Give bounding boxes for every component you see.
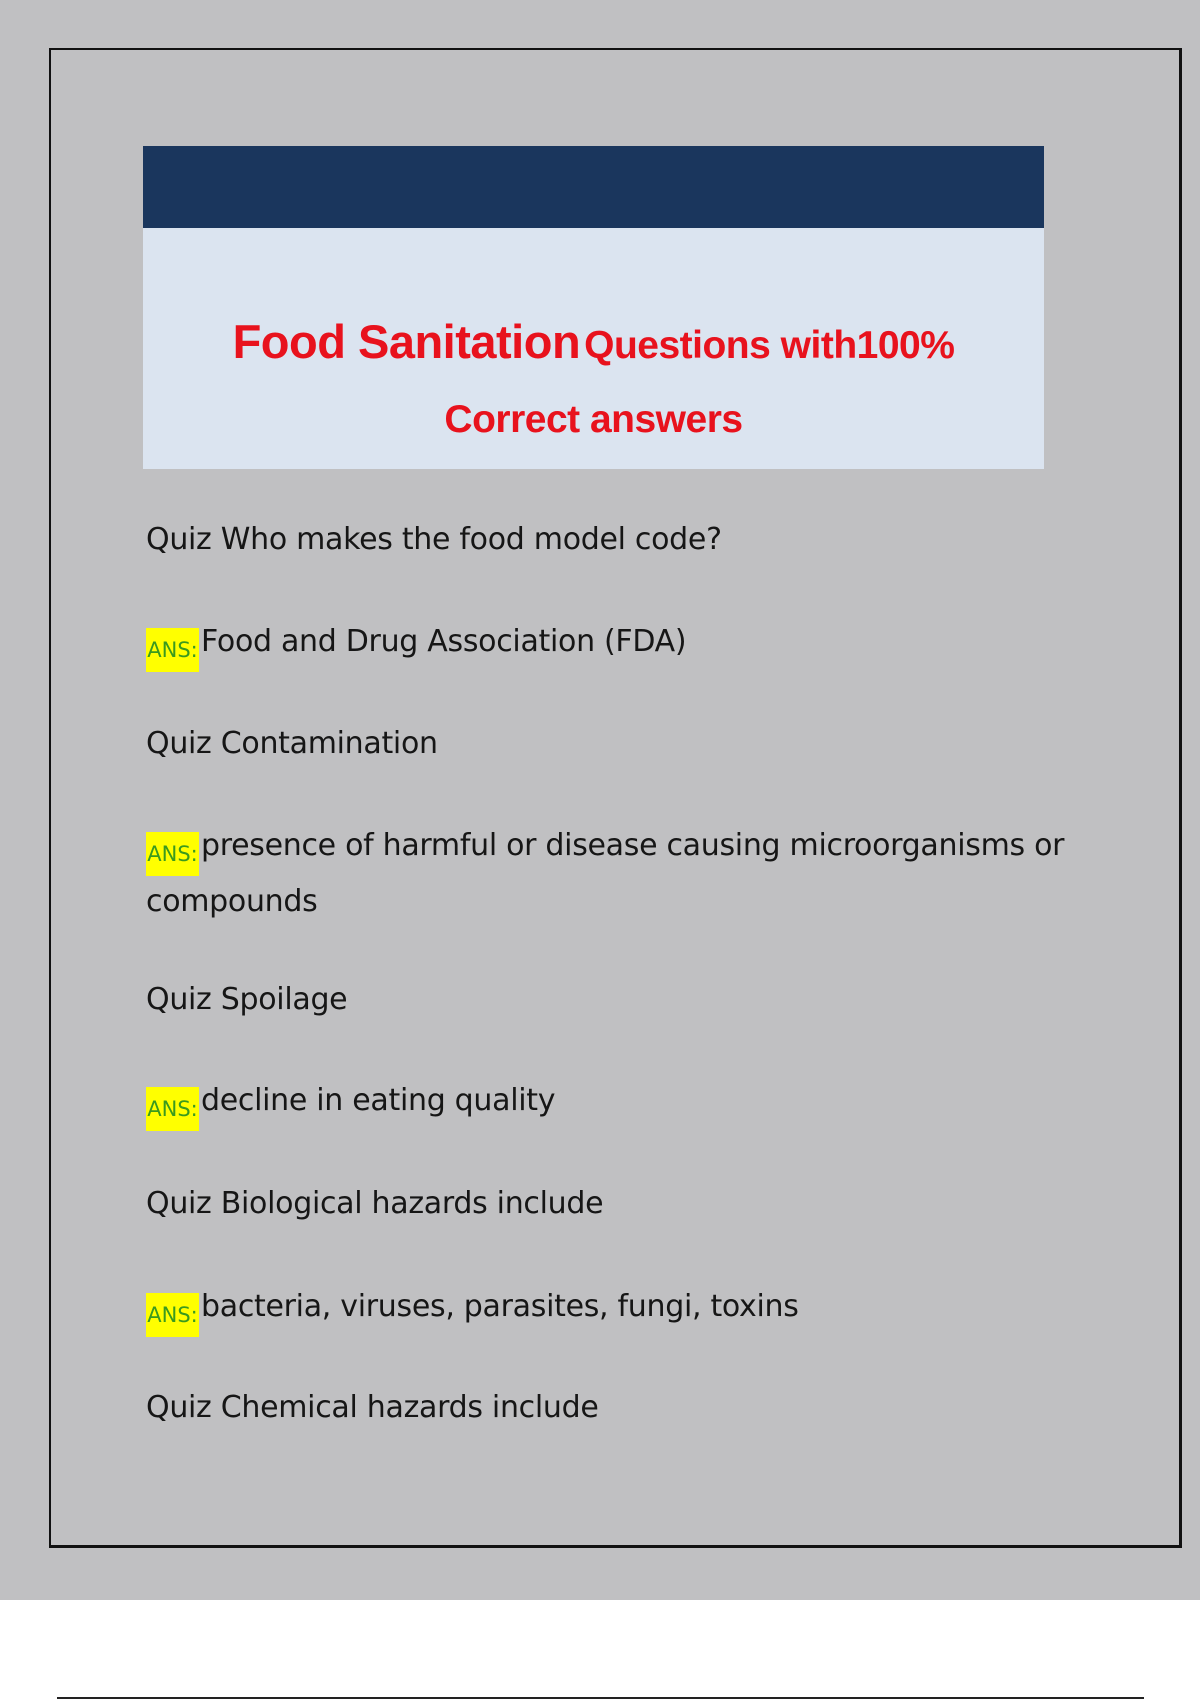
- question-4: [146, 1178, 1076, 1230]
- answer-3: [146, 1075, 1076, 1131]
- question-text: Quiz Who makes the food model code?: [146, 522, 722, 557]
- answer-text: decline in eating quality: [201, 1083, 556, 1118]
- ans-label: ANS:: [146, 628, 199, 672]
- answer-4: [146, 1281, 1076, 1337]
- answer-1: [146, 616, 1076, 672]
- answer-2: [146, 820, 1076, 928]
- question-text: Quiz Chemical hazards include: [146, 1390, 599, 1425]
- question-text: Quiz Spoilage: [146, 982, 348, 1017]
- ans-label: ANS:: [146, 1087, 199, 1131]
- title-header-bar: [143, 146, 1044, 228]
- question-text: Quiz Biological hazards include: [146, 1186, 604, 1221]
- answer-text: bacteria, viruses, parasites, fungi, toxins: [201, 1289, 799, 1324]
- question-1: [146, 514, 1076, 566]
- question-5: [146, 1382, 1076, 1434]
- question-3: [146, 974, 1076, 1026]
- title-box: [143, 228, 1044, 469]
- ans-label: ANS:: [146, 1293, 199, 1337]
- title-main: Food Sanitation: [232, 315, 581, 368]
- answer-text: presence of harmful or disease causing microorganisms or compounds: [146, 828, 1065, 919]
- document-title-line-2: Correct answers: [444, 398, 743, 441]
- document-title-line-1: [143, 314, 1044, 369]
- footer-divider: [57, 1697, 1144, 1699]
- question-text: Quiz Contamination: [146, 726, 438, 761]
- answer-text: Food and Drug Association (FDA): [201, 624, 687, 659]
- question-2: [146, 718, 1076, 770]
- ans-label: ANS:: [146, 832, 199, 876]
- title-suffix: Questions with100%: [584, 324, 955, 367]
